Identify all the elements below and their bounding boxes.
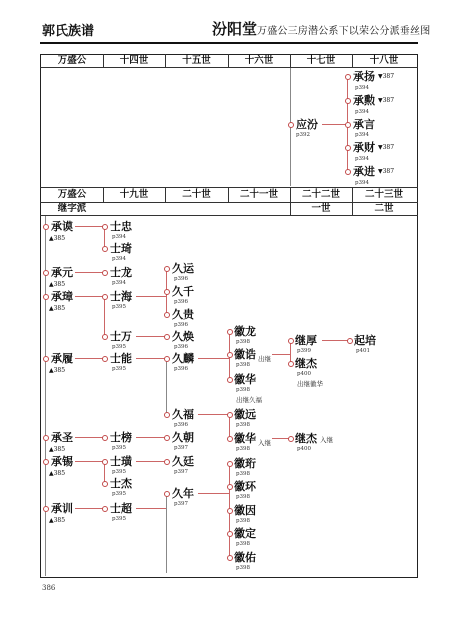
node-marker — [227, 377, 233, 383]
tree-line — [166, 493, 167, 573]
person-name: 士杰 — [110, 477, 132, 490]
node-marker — [164, 312, 170, 318]
node-marker — [345, 169, 351, 175]
header-rule — [40, 42, 418, 44]
tree-line — [75, 508, 104, 509]
tree-line — [136, 296, 167, 297]
page-ref: p392 — [296, 132, 311, 138]
person-name: 士龙 — [110, 266, 132, 279]
page-ref: p398 — [236, 565, 251, 571]
node-marker — [164, 289, 170, 295]
adoption-note: 出继 — [258, 355, 271, 363]
tree-line — [75, 437, 104, 438]
page-mark: ▲385 — [49, 517, 66, 524]
tree-line — [136, 461, 167, 462]
person-name: 徽诰 — [234, 348, 256, 361]
tree-line — [75, 358, 104, 359]
t1-col-3: 十五世 — [182, 55, 211, 66]
node-marker — [227, 412, 233, 418]
t1-col-2: 十四世 — [119, 55, 149, 66]
person-name: 承财 — [353, 141, 375, 154]
page-ref: p395 — [112, 344, 127, 350]
page-ref: p394 — [355, 180, 370, 186]
t1-col-6: 十八世 — [369, 55, 399, 66]
tree-line — [136, 336, 167, 337]
person-name: 久朝 — [172, 431, 194, 444]
page-ref: p399 — [297, 348, 312, 354]
hall-name: 汾阳堂 — [212, 20, 258, 38]
adoption-note: 入继 — [258, 439, 271, 447]
t2-col-3: 二十世 — [182, 189, 211, 200]
tree-line — [136, 437, 167, 438]
t2-top-rule — [40, 187, 418, 188]
node-marker — [227, 531, 233, 537]
page-ref: p394 — [355, 132, 370, 138]
node-marker — [102, 224, 108, 230]
tree-line — [322, 124, 347, 125]
person-name: 徽远 — [234, 408, 256, 421]
person-name: 承锡 — [51, 455, 73, 468]
node-marker — [164, 266, 170, 272]
t1-col-4: 十六世 — [244, 55, 274, 66]
node-marker — [102, 459, 108, 465]
page-ref: p398 — [236, 518, 251, 524]
page-ref: p394 — [112, 280, 127, 286]
page-ref: p394 — [355, 85, 370, 91]
person-name: 徽环 — [234, 480, 256, 493]
page-mark: ▲385 — [49, 367, 66, 374]
person-name: 徽佑 — [234, 551, 256, 564]
page-ref: p400 — [297, 371, 312, 377]
page-mark: ▲385 — [49, 281, 66, 288]
person-name: 徽定 — [234, 527, 256, 540]
t2-col-6: 二十三世 — [364, 189, 403, 200]
node-marker — [43, 506, 49, 512]
page-ref: p398 — [236, 471, 251, 477]
person-name: 徽华 — [234, 432, 256, 445]
page-mark: ▲385 — [49, 446, 66, 453]
node-marker — [164, 334, 170, 340]
node-marker — [164, 491, 170, 497]
tree-line — [75, 272, 104, 273]
page-ref: p394 — [112, 256, 127, 262]
person-name: 徽华 — [234, 373, 256, 386]
node-marker — [345, 145, 351, 151]
tree-line — [75, 296, 104, 297]
node-marker — [288, 436, 294, 442]
person-name: 承训 — [51, 502, 73, 515]
node-marker — [43, 459, 49, 465]
chart-title: 万盛公三房潜公系下以荣公分派垂丝图 — [257, 26, 431, 37]
node-marker — [227, 329, 233, 335]
person-name: 承履 — [51, 352, 73, 365]
person-name: 士榜 — [110, 431, 132, 444]
tree-line — [166, 358, 167, 414]
node-marker — [102, 356, 108, 362]
tree-line — [198, 358, 229, 359]
node-marker — [164, 412, 170, 418]
person-name: 承扬 — [353, 70, 375, 83]
node-marker — [227, 436, 233, 442]
page-mark: ▲385 — [49, 305, 66, 312]
t1-header-rule — [40, 67, 418, 68]
person-name: 承进 — [353, 165, 375, 178]
adoption-note: 出继久福 — [236, 396, 262, 404]
node-marker — [102, 294, 108, 300]
tree-line — [322, 340, 349, 341]
node-marker — [227, 352, 233, 358]
page-mark: ▼387 — [378, 144, 395, 151]
node-marker — [43, 435, 49, 441]
node-marker — [345, 122, 351, 128]
person-name: 起培 — [354, 334, 376, 347]
node-marker — [227, 484, 233, 490]
person-name: 士璜 — [110, 455, 132, 468]
page-ref: p398 — [236, 362, 251, 368]
node-marker — [102, 270, 108, 276]
person-name: 承璋 — [51, 290, 73, 303]
page-ref: p394 — [355, 109, 370, 115]
node-marker — [164, 459, 170, 465]
person-name: 士能 — [110, 352, 132, 365]
node-marker — [102, 334, 108, 340]
generation-2: 二世 — [374, 203, 394, 214]
tree-line — [75, 461, 104, 462]
page-ref: p395 — [112, 304, 127, 310]
person-name: 久福 — [172, 408, 194, 421]
node-marker — [164, 356, 170, 362]
person-name: 继厚 — [295, 334, 317, 347]
page-ref: p396 — [174, 322, 189, 328]
page-ref: p398 — [236, 446, 251, 452]
person-name: 士超 — [110, 502, 132, 515]
node-marker — [102, 481, 108, 487]
person-name: 士万 — [110, 330, 132, 343]
node-marker — [227, 461, 233, 467]
tree-line — [136, 508, 167, 509]
page-ref: p400 — [297, 446, 312, 452]
genealogy-name: 郭氏族谱 — [42, 24, 95, 39]
node-marker — [227, 555, 233, 561]
page-ref: p396 — [174, 344, 189, 350]
tree-line — [136, 358, 167, 359]
page-ref: p397 — [174, 469, 189, 475]
adoption-note: 出继徽华 — [297, 380, 323, 388]
node-marker — [227, 508, 233, 514]
node-marker — [288, 338, 294, 344]
node-marker — [164, 435, 170, 441]
person-name: 久年 — [172, 487, 194, 500]
page-ref: p396 — [174, 366, 189, 372]
node-marker — [347, 338, 353, 344]
page-number: 386 — [42, 584, 56, 592]
t2-bottom-rule — [40, 215, 418, 216]
person-name: 承勲 — [353, 94, 375, 107]
page-mark: ▼387 — [378, 73, 395, 80]
person-name: 徽龙 — [234, 325, 256, 338]
person-name: 久廷 — [172, 455, 194, 468]
page-ref: p394 — [112, 234, 127, 240]
page-ref: p396 — [174, 276, 189, 282]
page-ref: p398 — [236, 339, 251, 345]
person-name: 士琦 — [110, 242, 132, 255]
node-marker — [102, 435, 108, 441]
page-mark: ▲385 — [49, 470, 66, 477]
node-marker — [43, 294, 49, 300]
node-marker — [43, 224, 49, 230]
person-name: 久运 — [172, 262, 194, 275]
page-ref: p396 — [174, 422, 189, 428]
t2-col-1: 万盛公 — [57, 189, 87, 200]
person-name: 徽因 — [234, 504, 256, 517]
adoption-note: 入继 — [320, 436, 333, 444]
person-name: 继杰 — [295, 357, 317, 370]
tree-line — [198, 493, 229, 494]
tree-line — [75, 226, 104, 227]
t2-col-2: 十九世 — [119, 189, 149, 200]
page-ref: p395 — [112, 469, 127, 475]
page-ref: p398 — [236, 541, 251, 547]
page-mark: ▲385 — [49, 235, 66, 242]
page-ref: p396 — [174, 299, 189, 305]
t1-col-5: 十七世 — [306, 55, 336, 66]
page-ref: p395 — [112, 491, 127, 497]
page-ref: p397 — [174, 501, 189, 507]
person-name: 士忠 — [110, 220, 132, 233]
person-name: 久焕 — [172, 330, 194, 343]
node-marker — [345, 98, 351, 104]
t1-col-1: 万盛公 — [57, 55, 87, 66]
person-name: 承谟 — [51, 220, 73, 233]
page-ref: p394 — [355, 156, 370, 162]
tree-line — [104, 296, 105, 336]
node-marker — [288, 122, 294, 128]
tree-line — [272, 354, 290, 355]
page-mark: ▼387 — [378, 168, 395, 175]
t2-col-5: 二十二世 — [301, 189, 340, 200]
generation-1: 一世 — [311, 203, 331, 214]
tree-line — [198, 414, 229, 415]
page-mark: ▼387 — [378, 97, 395, 104]
page-ref: p398 — [236, 387, 251, 393]
person-name: 应汾 — [296, 118, 318, 131]
node-marker — [288, 361, 294, 367]
page-ref: p398 — [236, 422, 251, 428]
person-name: 久麟 — [172, 352, 194, 365]
person-name: 士海 — [110, 290, 132, 303]
page-ref: p401 — [356, 348, 371, 354]
node-marker — [102, 246, 108, 252]
branch-label: 继字派 — [57, 203, 87, 214]
person-name: 承言 — [353, 118, 375, 131]
node-marker — [345, 74, 351, 80]
page-ref: p397 — [174, 445, 189, 451]
page-ref: p398 — [236, 494, 251, 500]
person-name: 久贵 — [172, 308, 194, 321]
node-marker — [43, 356, 49, 362]
page-ref: p395 — [112, 445, 127, 451]
t2-col-4: 二十一世 — [239, 189, 278, 200]
node-marker — [43, 270, 49, 276]
node-marker — [102, 506, 108, 512]
page-ref: p395 — [112, 516, 127, 522]
person-name: 徽珩 — [234, 457, 256, 470]
page-ref: p395 — [112, 366, 127, 372]
person-name: 承圣 — [51, 431, 73, 444]
person-name: 继杰 — [295, 432, 317, 445]
person-name: 承元 — [51, 266, 73, 279]
person-name: 久千 — [172, 285, 194, 298]
